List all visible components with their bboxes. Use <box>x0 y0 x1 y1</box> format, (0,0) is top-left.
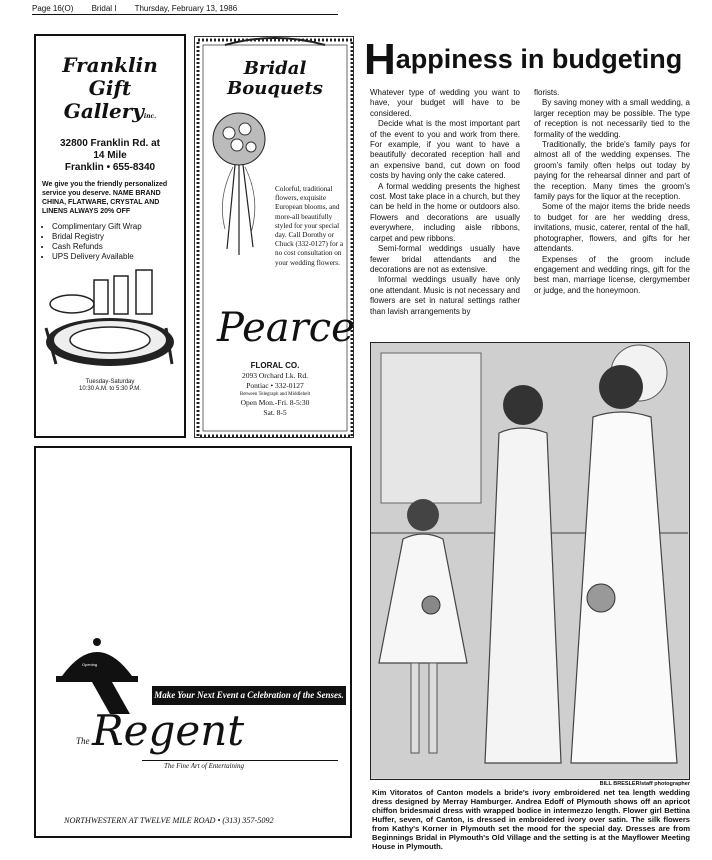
paragraph: A formal wedding presents the highest cost. Most take place in a church, but they can be held in the home or outdoors also. Flowers and decorations are usually everywhere, including aisle ribbons, carpet and pew ribbons. <box>370 181 520 243</box>
franklin-ad <box>34 34 186 438</box>
hours-line: Open Mon.-Fri. 8-5:30 <box>240 398 310 407</box>
bouquet-title-line: Bouquets <box>227 78 323 99</box>
photo-figures <box>371 343 688 778</box>
article-column-1 <box>370 88 520 317</box>
hours-line: Sat. 8-5 <box>263 408 287 417</box>
bouquet-ad <box>194 36 354 438</box>
franklin-blurb: We give you the friendly personalized service you deserve. NAME BRAND CHINA, FLATWARE, CRYSTAL AND LINENS ALWAYS 20% OFF <box>42 181 168 215</box>
paragraph: florists. <box>534 88 560 97</box>
bouquet-illustration <box>207 109 271 259</box>
serving-tray-icon <box>52 628 142 718</box>
hours-line: 10:30 A.M. to 5:30 P.M. <box>79 386 141 392</box>
franklin-services <box>42 222 178 262</box>
paragraph: Decide what is the most important part of the event to you and work from there. For example, if you want to have a beautifully decorated reception hall and an expensive band, cut down on food costs by having only the cake catered. <box>370 119 520 181</box>
franklin-title-word: Gallery <box>63 99 144 123</box>
franklin-title-line <box>42 100 178 128</box>
headline-text: appiness in budgeting <box>395 44 683 74</box>
address-line: 14 Mile <box>93 150 127 161</box>
paragraph: Semi-formal weddings usually have fewer bridal attendants and the decorations are not as extensive. <box>370 244 520 274</box>
service-item: • Bridal Registry <box>52 232 178 242</box>
photo-caption: Kim Vitoratos of Canton models a bride's ivory embroidered net tea length wedding dress designed by Merray Hamburger. Andrea Edoff of Plymouth shows off an apricot chiffon bridesmaid dress with wrapped bodice in intermezzo length. Flower girl Bettina Huffer, seven, of Canton, is dressed in embroidered ivory over satin. The silk flowers from Kathy's Korner in Plymouth set the mood for the special day. Dresses are from Beginnings Bridal in Plymouth's Old Village and the setting is at the Mayflower Meeting House in Plymouth. <box>372 788 690 851</box>
regent-banner: Make Your Next Event a Celebration of the Senses. <box>152 686 346 705</box>
page-number: Page 16(O) <box>32 4 74 13</box>
issue-date: Thursday, February 13, 1986 <box>134 4 238 13</box>
article-column-2 <box>534 88 690 296</box>
section-name: Bridal I <box>91 4 117 13</box>
street-address: 2093 Orchard Lk. Rd. <box>241 371 309 380</box>
franklin-inc: inc. <box>143 113 157 120</box>
tableware-illustration <box>42 268 178 368</box>
regent-tagline: The Fine Art of Entertaining <box>164 762 244 770</box>
page-header <box>32 4 338 15</box>
regent-address: NORTHWESTERN AT TWELVE MILE ROAD • (313) 357-5092 <box>64 816 274 825</box>
regent-the: The <box>76 736 90 746</box>
hours-line: Tuesday-Saturday <box>85 379 135 385</box>
regent-logo: Regent <box>92 706 245 755</box>
franklin-hours <box>42 379 178 393</box>
tray-label: Opening <box>82 662 98 667</box>
city-phone: Pontiac • 332-0127 <box>246 381 304 390</box>
franklin-title-line: Franklin <box>62 53 158 77</box>
photo-credit: BILL BRESLER/staff photographer <box>599 781 690 787</box>
paragraph: Traditionally, the bride's family pays for almost all of the wedding expenses. The groom's family often helps out today by paying for the rehearsal dinner and part of the reception. Many times the groom's family pays for the liquor at the reception. <box>534 140 690 202</box>
paragraph: By saving money with a small wedding, a larger reception may be possible. The type of reception is not necessarily tied to the formality of the wedding. <box>534 98 690 139</box>
address-line: 32800 Franklin Rd. at <box>59 138 161 149</box>
paragraph: Some of the major items the bride needs to budget for are her wedding dress, invitations, music, caterer, rental of the hall, photographer, flowers, and gifts for her attendants. <box>534 202 690 254</box>
paragraph: Expenses of the groom include engagement and wedding rings, gift for the best man, marriage license, clergymember or judge, and the honeymoon. <box>534 254 690 295</box>
service-item: • Cash Refunds <box>52 242 178 252</box>
regent-underline <box>142 760 338 761</box>
cross-streets: Between Telegraph and Middlebelt <box>239 392 311 397</box>
pearce-logo: Pearce <box>217 305 355 351</box>
headline-initial: H <box>364 35 396 84</box>
company-name: FLORAL CO. <box>250 361 300 370</box>
bouquet-title <box>205 59 345 99</box>
wedding-photo <box>370 342 690 780</box>
article-headline <box>364 35 683 84</box>
bouquet-title-line: Bridal <box>243 58 307 79</box>
bouquet-description: Colorful, traditional flowers, exquisite European blooms, and more-all beautifully styled for your special day. Call Dorothy or Chuck (332-0127) for a no cost consultation on your wedding flowers. <box>275 185 344 267</box>
service-item: • UPS Delivery Available <box>52 252 178 262</box>
paragraph: Whatever type of wedding you want to have, your budget will have to be considered. <box>370 88 520 118</box>
service-item: • Complimentary Gift Wrap <box>52 222 178 232</box>
franklin-address <box>42 138 178 174</box>
pearce-info <box>205 361 345 418</box>
address-line: Franklin • 655-8340 <box>64 162 156 173</box>
franklin-title <box>42 54 178 128</box>
franklin-title-line: Gift <box>88 76 132 100</box>
paragraph: Informal weddings usually have only one attendant. Music is not necessary and flowers are set in natural settings rather than lavish arrangements by <box>370 275 520 316</box>
